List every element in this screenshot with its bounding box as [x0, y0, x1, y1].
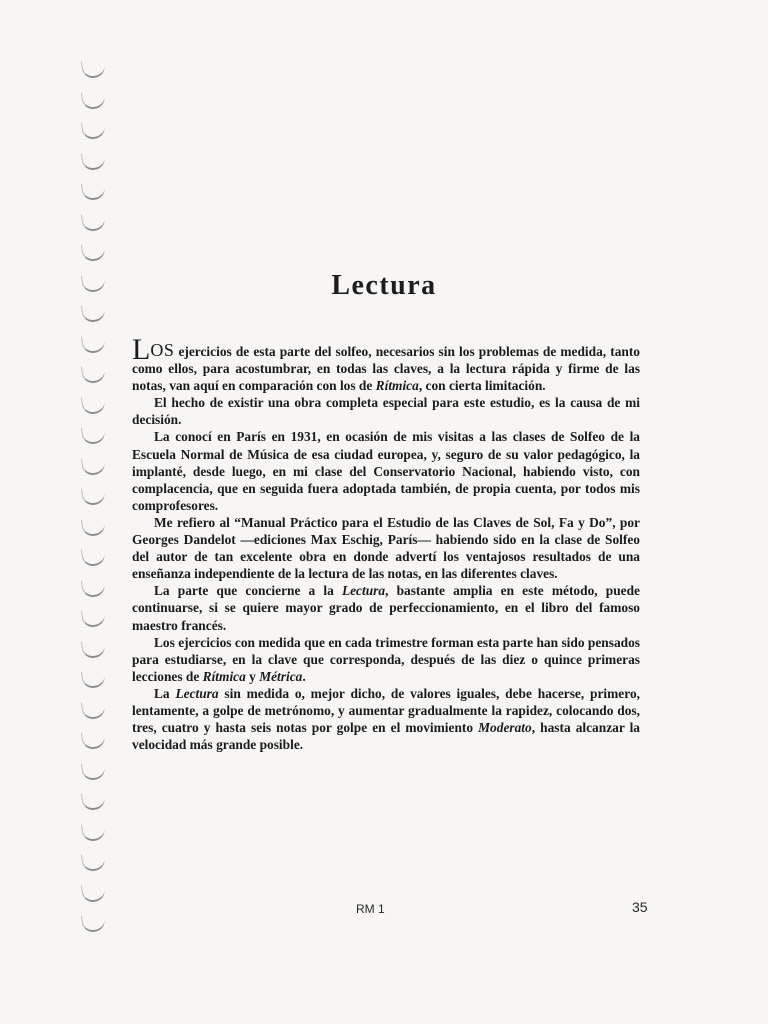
binding-hole — [81, 119, 106, 140]
binding-hole — [81, 333, 106, 354]
binding-hole — [81, 607, 106, 628]
binding-hole — [81, 882, 106, 903]
italic-run: Lectura — [175, 685, 219, 701]
page-title: Lectura — [331, 270, 437, 301]
binding-hole — [81, 363, 106, 384]
lead-caps: OS — [150, 340, 175, 360]
binding-hole — [81, 150, 106, 171]
paragraph — [132, 634, 640, 685]
text-run: La — [154, 685, 176, 701]
paragraph — [132, 333, 640, 394]
text-run: Los ejercicios con medida que en cada trimestre forman esta parte han sido pensados para estudiarse, en la clave que corresponda, después de las diez o quince primeras lecciones de — [132, 634, 640, 684]
binding-hole — [81, 638, 106, 659]
binding-hole — [81, 729, 106, 750]
paragraph — [132, 685, 640, 753]
body-text — [132, 333, 641, 753]
binding-hole — [81, 394, 106, 415]
binding-holes — [76, 60, 120, 960]
binding-hole — [81, 699, 106, 720]
text-run: El hecho de existir una obra completa especial para este estudio, es la causa de mi decisión. — [132, 395, 640, 428]
binding-hole — [81, 790, 106, 811]
italic-run: Métrica — [259, 668, 303, 684]
binding-hole — [81, 851, 106, 872]
binding-hole — [81, 241, 106, 262]
binding-hole — [81, 455, 106, 476]
binding-hole — [81, 912, 106, 933]
binding-hole — [81, 821, 106, 842]
italic-run: Rítmica — [202, 668, 246, 684]
binding-hole — [81, 485, 106, 506]
italic-run: Lectura — [341, 583, 386, 599]
binding-hole — [81, 89, 106, 110]
text-run: Me refiero al “Manual Práctico para el Estudio de las Claves de Sol, Fa y Do”, por Georges Dandelot —ediciones Max Eschig, París— habiendo sido en la clase de Solfeo del autor de tan excelente obra en donde advertí los ventajosos resultados de una enseñanza independiente de la lectura de las notas, en las diferentes claves. — [132, 514, 640, 582]
binding-hole — [81, 302, 106, 323]
text-run: , con cierta limitación. — [418, 378, 546, 394]
binding-hole — [81, 577, 106, 598]
text-run: La parte que concierne a la — [154, 583, 342, 599]
text-run: y — [245, 668, 260, 684]
footer-code: RM 1 — [356, 902, 385, 916]
binding-hole — [81, 424, 106, 445]
drop-cap: L — [132, 333, 151, 366]
paragraph — [132, 582, 640, 633]
paragraph — [132, 428, 640, 513]
text-run: La conocí en París en 1931, en ocasión de mis visitas a las clases de Solfeo de la Escuela Normal de Música de esa ciudad europea, y, seguro de su valor pedagógico, la implanté, desde luego, en mi clase del Conservatorio Nacional, habiendo visto, con complacencia, que en seguida fuera adoptada también, de propia cuenta, por todos mis comprofesores. — [132, 429, 640, 513]
binding-hole — [81, 546, 106, 567]
binding-hole — [81, 760, 106, 781]
text-run: ejercicios de esta parte del solfeo, necesarios sin los problemas de medida, tanto como ellos, para acostumbrar, en todas las claves, a la lectura rápida y firme de las notas, van aquí en comparación con los de — [132, 344, 640, 394]
binding-hole — [81, 58, 106, 79]
text-run: sin medida o, mejor dicho, de valores iguales, debe hacerse, primero, lentamente, a golpe de metrónomo, y aumentar gradualmente la rapidez, colocando dos, tres, cuatro y hasta seis notas por golpe en el movimiento — [132, 685, 640, 736]
binding-hole — [81, 516, 106, 537]
binding-hole — [81, 180, 106, 201]
page-number: 35 — [632, 899, 648, 915]
text-run: , hasta alcanzar la velocidad más grande posible. — [132, 720, 641, 753]
paragraph — [132, 394, 640, 428]
binding-hole — [81, 211, 106, 232]
italic-run: Rítmica — [375, 378, 419, 394]
italic-run: Moderato — [478, 720, 532, 736]
paragraph — [132, 514, 640, 582]
text-run: , bastante amplia en este método, puede continuarse, si se quiere mayor grado de perfeccionamiento, en el libro del famoso maestro francés. — [132, 583, 640, 633]
binding-hole — [81, 668, 106, 689]
text-run: . — [302, 668, 306, 684]
